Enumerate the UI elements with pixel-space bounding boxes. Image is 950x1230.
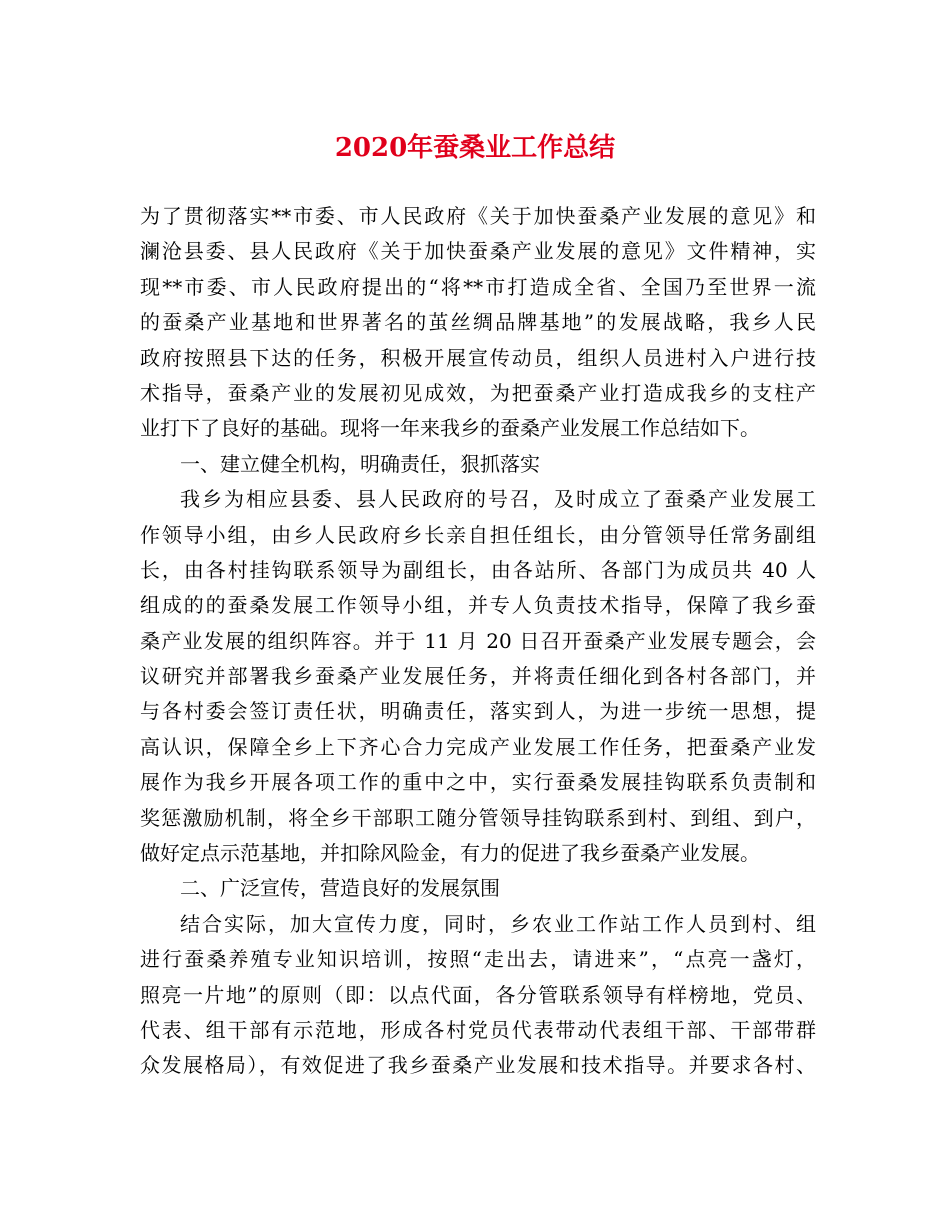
paragraph-line: 进行蚕桑养殖专业知识培训，按照“走出去，请进来”，“点亮一盏灯， xyxy=(140,947,816,972)
paragraph-line: 结合实际，加大宣传力度，同时，乡农业工作站工作人员到村、组 xyxy=(180,911,816,936)
paragraph-line: 代表、组干部有示范地，形成各村党员代表带动代表组干部、干部带群 xyxy=(140,1017,816,1042)
paragraph-line: 我乡为相应县委、县人民政府的号召，及时成立了蚕桑产业发展工 xyxy=(180,487,816,512)
document-body xyxy=(140,199,816,1084)
paragraph-line: 作领导小组，由乡人民政府乡长亲自担任组长，由分管领导任常务副组 xyxy=(140,522,816,547)
paragraph-line: 桑产业发展的组织阵容。并于 11 月 20 日召开蚕桑产业发展专题会，会 xyxy=(140,628,816,653)
paragraph-line: 澜沧县委、县人民政府《关于加快蚕桑产业发展的意见》文件精神，实 xyxy=(140,239,816,264)
paragraph-line: 奖惩激励机制，将全乡干部职工随分管领导挂钩联系到村、到组、到户， xyxy=(140,805,816,830)
paragraph-line: 术指导，蚕桑产业的发展初见成效，为把蚕桑产业打造成我乡的支柱产 xyxy=(140,380,816,405)
paragraph-line: 的蚕桑产业基地和世界著名的茧丝绸品牌基地”的发展战略，我乡人民 xyxy=(140,310,816,335)
paragraph-line: 业打下了良好的基础。现将一年来我乡的蚕桑产业发展工作总结如下。 xyxy=(140,416,760,441)
document-title: 2020年蚕桑业工作总结 xyxy=(334,133,616,163)
paragraph-line: 长，由各村挂钩联系领导为副组长，由各站所、各部门为成员共 40 人 xyxy=(140,557,816,582)
paragraph-line: 现**市委、市人民政府提出的“将**市打造成全省、全国乃至世界一流 xyxy=(140,274,816,299)
paragraph-line: 展作为我乡开展各项工作的重中之中，实行蚕桑发展挂钩联系负责制和 xyxy=(140,770,816,795)
paragraph-line: 照亮一片地”的原则（即：以点代面，各分管联系领导有样榜地，党员、 xyxy=(140,982,816,1007)
paragraph-line: 政府按照县下达的任务，积极开展宣传动员，组织人员进村入户进行技 xyxy=(140,345,816,370)
paragraph-line: 与各村委会签订责任状，明确责任，落实到人，为进一步统一思想，提 xyxy=(140,699,816,724)
paragraph-line: 议研究并部署我乡蚕桑产业发展任务，并将责任细化到各村各部门，并 xyxy=(140,664,816,689)
section-heading: 一、建立健全机构，明确责任，狠抓落实 xyxy=(180,451,540,476)
paragraph-line: 高认识，保障全乡上下齐心合力完成产业发展工作任务，把蚕桑产业发 xyxy=(140,734,816,759)
paragraph-line: 为了贯彻落实**市委、市人民政府《关于加快蚕桑产业发展的意见》和 xyxy=(140,204,816,228)
paragraph-line: 做好定点示范基地，并扣除风险金，有力的促进了我乡蚕桑产业发展。 xyxy=(140,841,760,866)
paragraph-line: 组成的的蚕桑发展工作领导小组，并专人负责技术指导，保障了我乡蚕 xyxy=(140,593,816,618)
section-heading: 二、广泛宣传，营造良好的发展氛围 xyxy=(180,876,500,901)
paragraph-line: 众发展格局），有效促进了我乡蚕桑产业发展和技术指导。并要求各村、 xyxy=(140,1053,816,1078)
